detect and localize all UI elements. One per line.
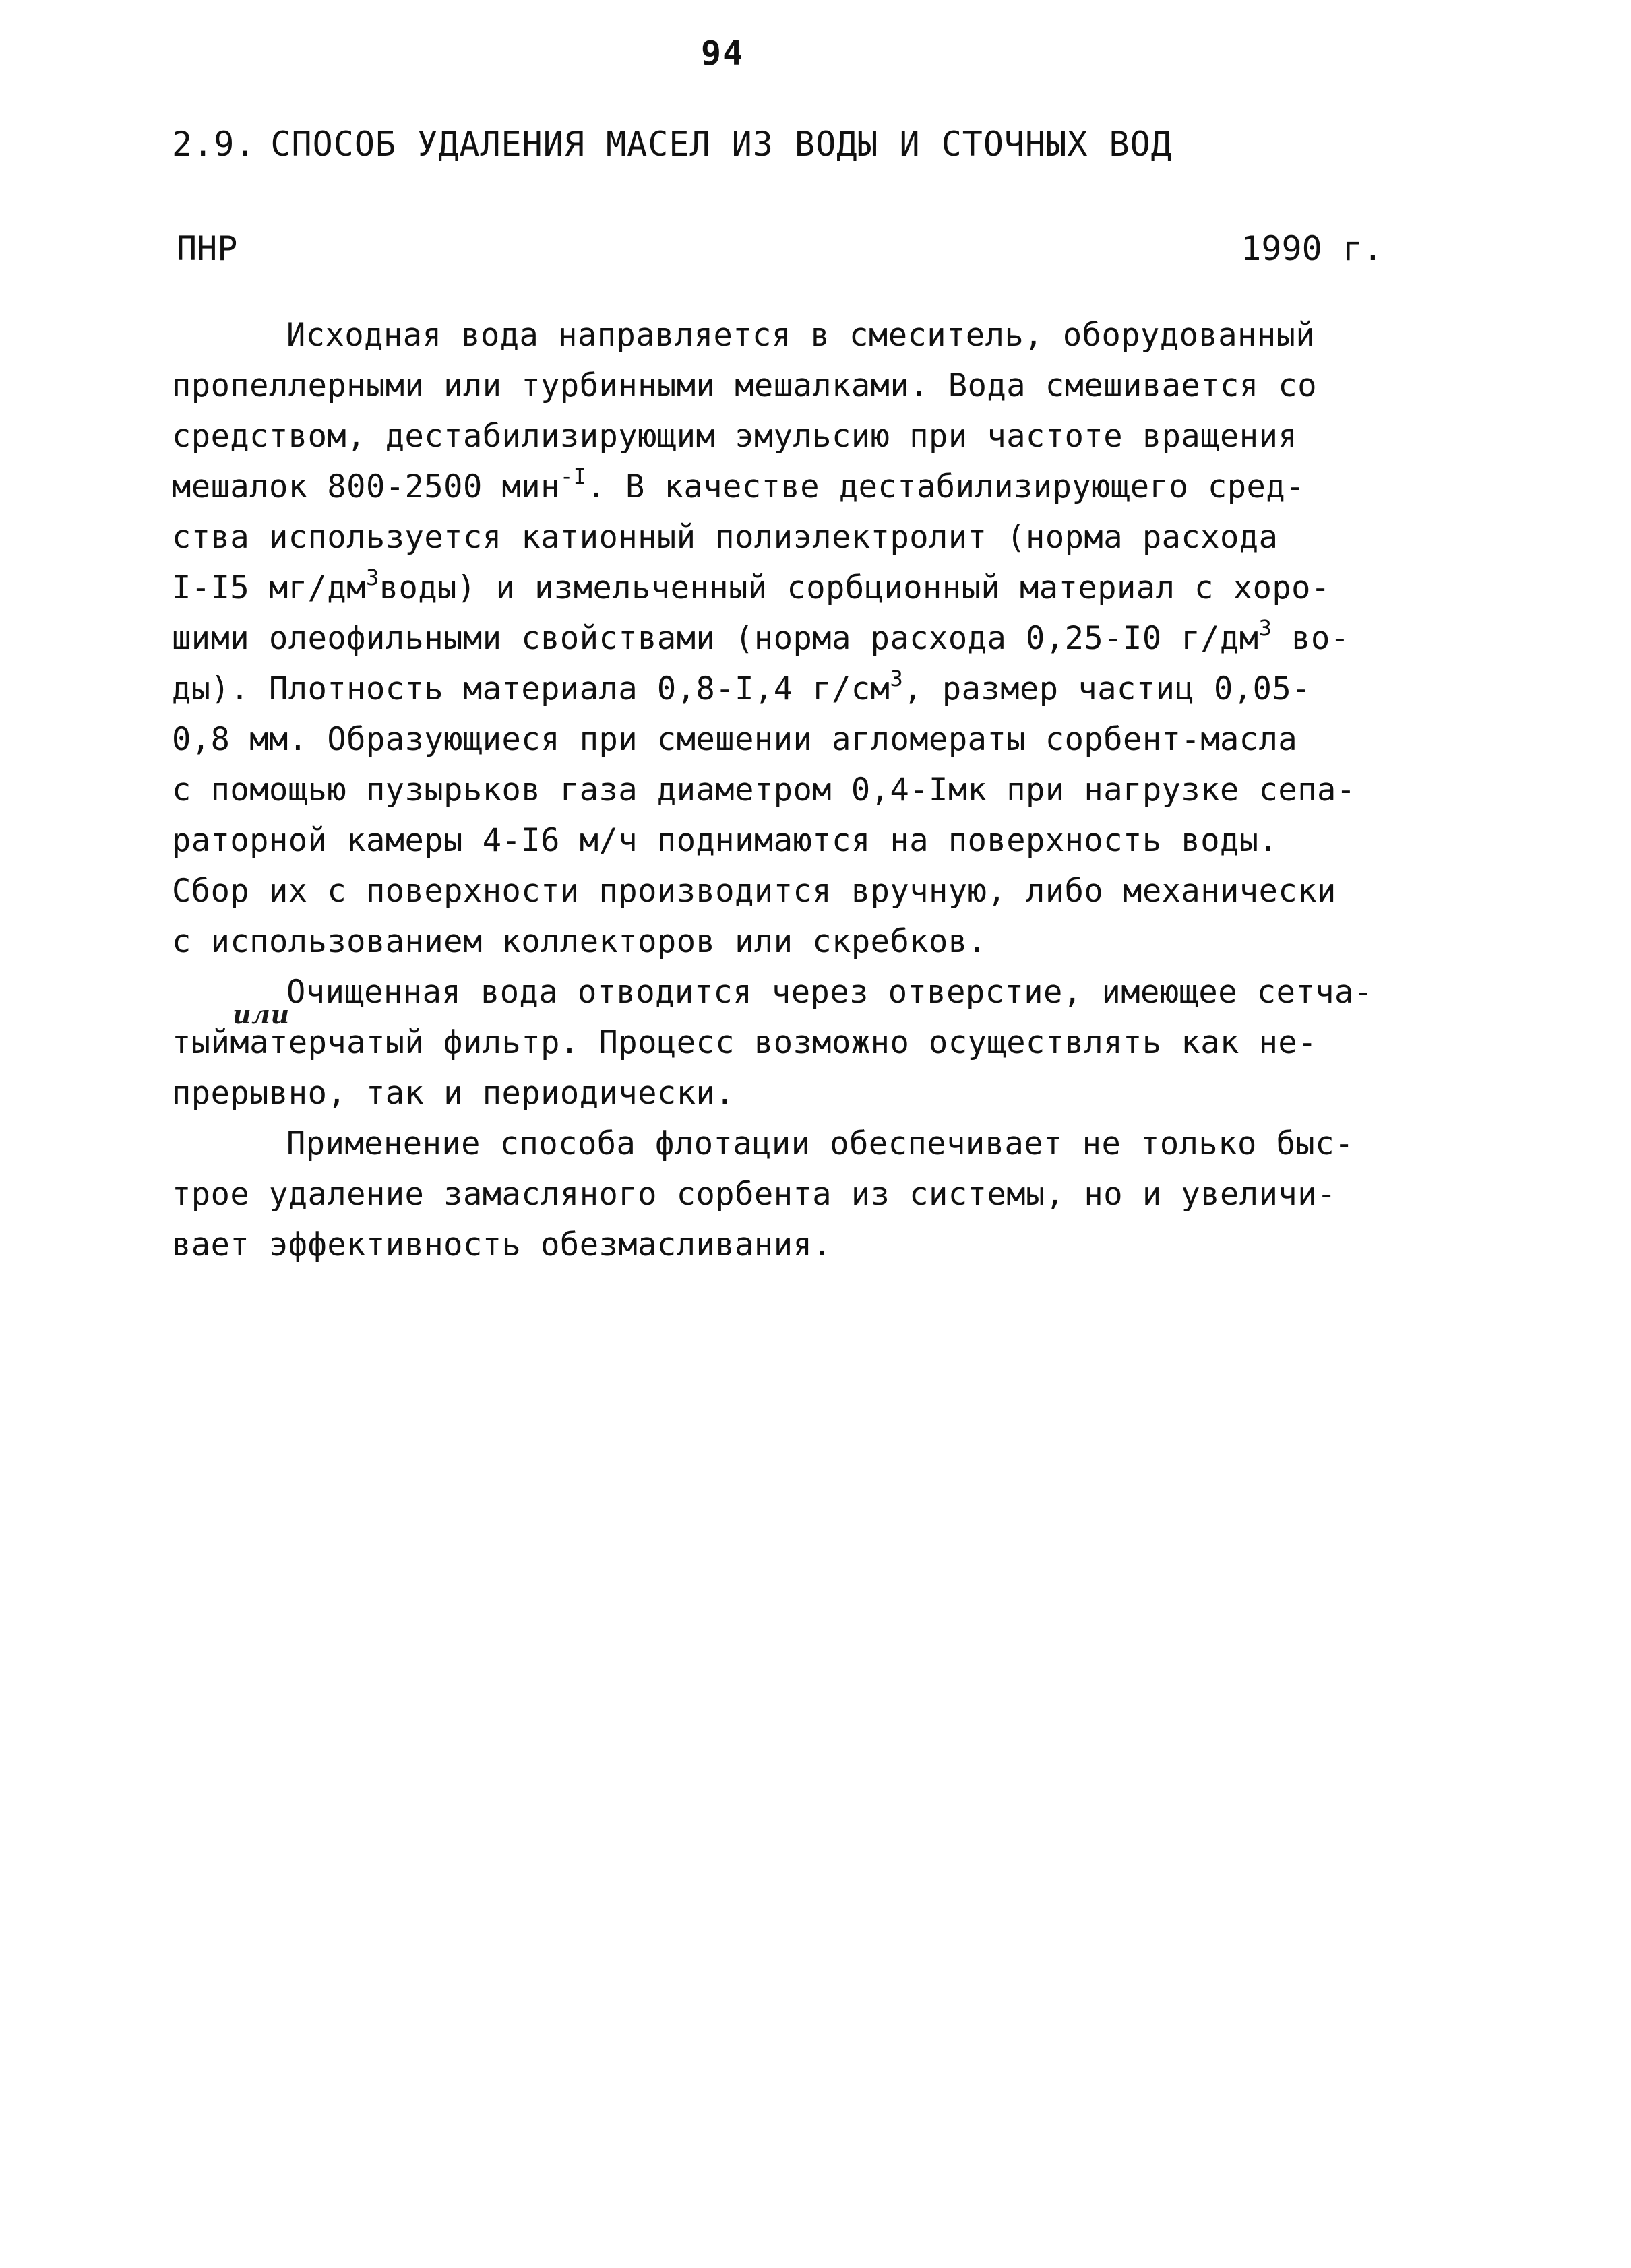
superscript: 3 <box>365 565 379 590</box>
meta-row <box>177 229 1383 276</box>
superscript: 3 <box>890 666 904 691</box>
paragraph-1 <box>172 310 1452 967</box>
text-line: Очищенная вода отводится через отверстие, имеющее сетча- <box>286 974 1374 1011</box>
page-number: 94 <box>701 34 745 73</box>
superscript: 3 <box>1258 615 1272 641</box>
text-line: вает эффективность обезмасливания. <box>172 1226 832 1263</box>
text-line: Применение способа флотации обеспечивает не только быс- <box>286 1125 1354 1162</box>
text-line <box>172 462 1452 512</box>
text-line: средством, дестабилизирующим эмульсию при частоте вращения <box>172 418 1298 455</box>
text-fragment: во- <box>1272 620 1350 657</box>
handwritten-insertion <box>172 999 290 1068</box>
paragraph-3 <box>172 1119 1452 1270</box>
text-line: Сбор их с поверхности производится вручную, либо механически <box>172 873 1336 910</box>
text-line: с помощью пузырьков газа диаметром 0,4-Iмк при нагрузке сепа- <box>172 771 1356 809</box>
text-line: Исходная вода направляется в смеситель, оборудованный <box>286 317 1316 354</box>
text-line: пропеллерными или турбинными мешалками. Вода смешивается со <box>172 367 1317 404</box>
text-fragment: . В качестве дестабилизирующего сред- <box>586 468 1305 505</box>
country-label: ПНР <box>177 229 238 268</box>
text-line: ства используется катионный полиэлектролит (норма расхода <box>172 519 1279 556</box>
section-number: 2.9. <box>172 125 256 164</box>
text-line: прерывно, так и периодически. <box>172 1075 735 1112</box>
year-label: 1990 г. <box>1241 229 1383 268</box>
handwritten-note: или <box>233 999 290 1030</box>
text-line <box>172 613 1452 664</box>
text-line <box>172 999 1452 1068</box>
text-line: раторной камеры 4-I6 м/ч поднимаются на поверхность воды. <box>172 822 1279 859</box>
text-fragment: мешалок 800-2500 мин <box>172 468 560 505</box>
section-heading <box>172 125 1172 164</box>
text-fragment: шими олеофильными свойствами (норма расхода 0,25-I0 г/дм <box>172 620 1259 657</box>
text-fragment: , размер частиц 0,05- <box>903 670 1311 707</box>
text-fragment: I-I5 мг/дм <box>172 569 366 606</box>
text-fragment: тый <box>172 1024 230 1061</box>
section-title: СПОСОБ УДАЛЕНИЯ МАСЕЛ ИЗ ВОДЫ И СТОЧНЫХ ВОД <box>270 125 1172 164</box>
text-fragment: воды) и измельченный сорбционный материал с хоро- <box>379 569 1330 606</box>
text-line: 0,8 мм. Образующиеся при смешении агломераты сорбент-масла <box>172 721 1298 758</box>
paragraph-2 <box>172 967 1452 1119</box>
text-line: с использованием коллекторов или скребков. <box>172 923 987 960</box>
text-fragment: ды). Плотность материала 0,8-I,4 г/см <box>172 670 890 707</box>
text-line: трое удаление замасляного сорбента из системы, но и увеличи- <box>172 1176 1336 1213</box>
text-line <box>172 664 1452 714</box>
superscript: -I <box>559 464 587 489</box>
text-fragment: матерчатый фильтр. Процесс возможно осуществлять как не- <box>230 1024 1317 1061</box>
text-line <box>172 563 1452 613</box>
body-text <box>172 310 1452 1270</box>
